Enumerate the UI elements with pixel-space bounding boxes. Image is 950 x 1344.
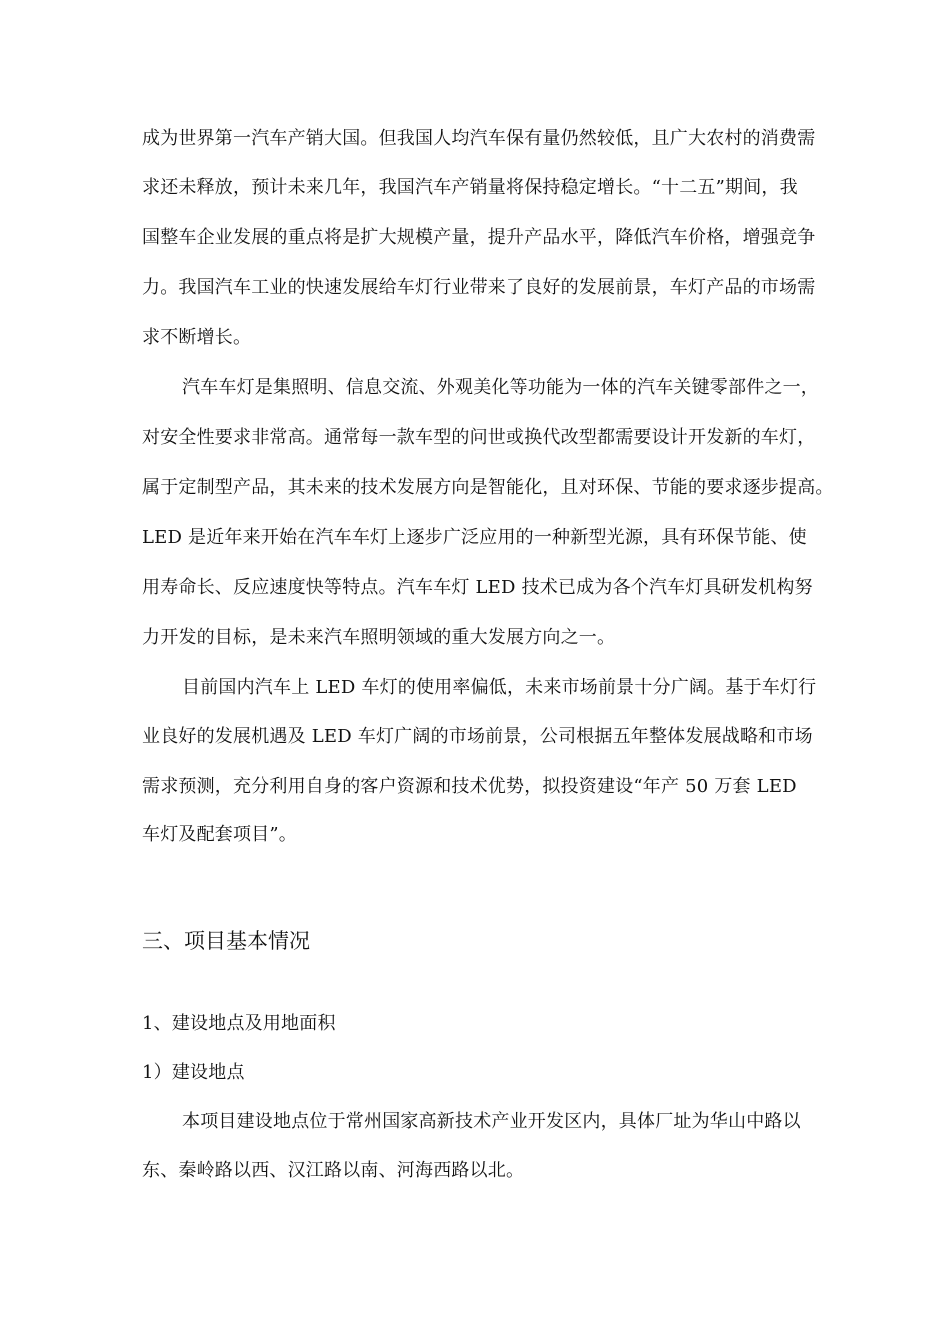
section-heading: 三、项目基本情况 [142,929,310,953]
paragraph-line: 求还未释放，预计未来几年，我国汽车产销量将保持稳定增长。“十二五”期间，我 [142,177,798,198]
paragraph-line: 求不断增长。 [142,327,252,348]
paragraph-line: 力开发的目标，是未来汽车照明领域的重大发展方向之一。 [142,627,616,648]
paragraph-line: 目前国内汽车上 LED 车灯的使用率偏低，未来市场前景十分广阔。基于车灯行 [182,677,817,698]
paragraph-line: LED 是近年来开始在汽车车灯上逐步广泛应用的一种新型光源，具有环保节能、使 [142,527,807,548]
paragraph-line: 汽车车灯是集照明、信息交流、外观美化等功能为一体的汽车关键零部件之一， [182,377,819,398]
paragraph-line: 对安全性要求非常高。通常每一款车型的问世或换代改型都需要设计开发新的车灯， [142,427,816,448]
paragraph-line: 东、秦岭路以西、汉江路以南、河海西路以北。 [142,1160,525,1181]
paragraph-line: 成为世界第一汽车产销大国。但我国人均汽车保有量仍然较低，且广大农村的消费需 [142,128,816,149]
paragraph-line: 业良好的发展机遇及 LED 车灯广阔的市场前景，公司根据五年整体发展战略和市场 [142,726,813,747]
paragraph-line: 用寿命长、反应速度快等特点。汽车车灯 LED 技术已成为各个汽车灯具研发机构努 [142,577,813,598]
paragraph-line: 力。我国汽车工业的快速发展给车灯行业带来了良好的发展前景，车灯产品的市场需 [142,277,816,298]
paragraph-line: 本项目建设地点位于常州国家高新技术产业开发区内，具体厂址为华山中路以 [182,1111,801,1132]
paragraph-line: 国整车企业发展的重点将是扩大规模产量，提升产品水平，降低汽车价格，增强竞争 [142,227,816,248]
paragraph-line: 车灯及配套项目”。 [142,824,298,845]
subsection-heading: 1、建设地点及用地面积 [142,1013,336,1034]
subsection-heading: 1）建设地点 [142,1062,245,1083]
paragraph-line: 属于定制型产品，其未来的技术发展方向是智能化，且对环保、节能的要求逐步提高。 [142,477,834,498]
paragraph-line: 需求预测，充分利用自身的客户资源和技术优势，拟投资建设“年产 50 万套 LED [142,776,797,797]
